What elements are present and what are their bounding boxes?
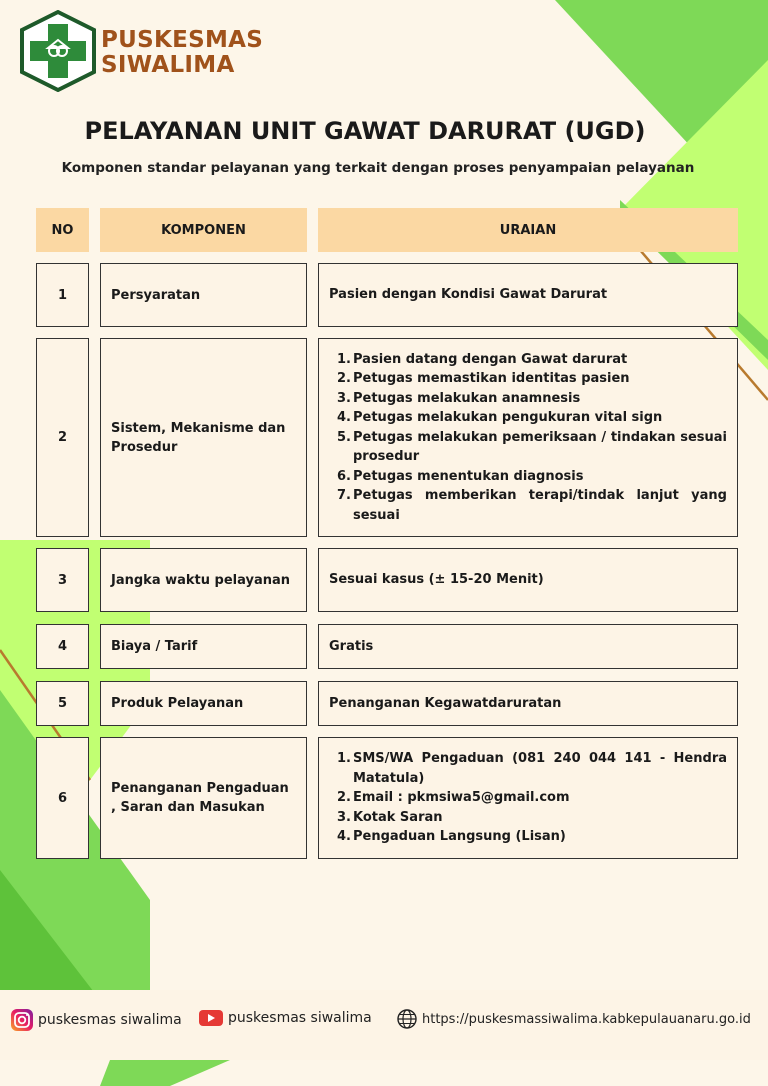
brand-name — [101, 28, 263, 78]
row-4-uraian: Gratis — [318, 624, 738, 669]
header-no: NO — [36, 208, 89, 252]
globe-icon — [396, 1008, 418, 1030]
list-item: Petugas melakukan pemeriksaan / tindakan sesuai prosedur — [353, 429, 727, 465]
row-2-komponen: Sistem, Mekanisme dan Prosedur — [100, 338, 307, 537]
brand-line-1: PUSKESMAS — [101, 27, 264, 53]
instagram-icon — [10, 1008, 34, 1032]
youtube-channel: puskesmas siwalima — [228, 1010, 372, 1026]
page-title: PELAYANAN UNIT GAWAT DARURAT (UGD) — [84, 117, 646, 145]
puskesmas-logo-icon — [20, 10, 96, 92]
row-1-no: 1 — [36, 263, 89, 327]
list-item: SMS/WA Pengaduan (081 240 044 141 - Hendra Matatula) — [353, 751, 727, 786]
website-link[interactable] — [396, 1008, 751, 1030]
list-item: Petugas menentukan diagnosis — [353, 468, 584, 484]
prosedur-list — [329, 350, 727, 526]
row-1-komponen: Persyaratan — [100, 263, 307, 327]
page-subtitle: Komponen standar pelayanan yang terkait dengan proses penyampaian pelayanan — [61, 160, 695, 176]
brand-line-2: SIWALIMA — [101, 52, 235, 78]
row-2-no: 2 — [36, 338, 89, 537]
list-item: Pasien datang dengan Gawat darurat — [353, 351, 628, 367]
list-item: Petugas memberikan terapi/tindak lanjut yang sesuai — [353, 488, 727, 523]
list-item: Petugas memastikan identitas pasien — [353, 371, 630, 387]
row-5-no: 5 — [36, 681, 89, 726]
youtube-icon — [198, 1008, 224, 1028]
row-6-no: 6 — [36, 737, 89, 859]
list-item: Petugas melakukan pengukuran vital sign — [353, 410, 663, 426]
pengaduan-list — [329, 749, 727, 847]
row-6-uraian — [318, 737, 738, 859]
list-item: Petugas melakukan anamnesis — [353, 390, 581, 406]
row-3-komponen: Jangka waktu pelayanan — [100, 548, 307, 612]
row-4-komponen: Biaya / Tarif — [100, 624, 307, 669]
list-item: Pengaduan Langsung (Lisan) — [353, 829, 566, 845]
header-uraian: URAIAN — [318, 208, 738, 252]
youtube-link[interactable] — [198, 1008, 372, 1028]
list-item: Kotak Saran — [353, 809, 443, 825]
row-5-komponen: Produk Pelayanan — [100, 681, 307, 726]
row-5-uraian: Penanganan Kegawatdaruratan — [318, 681, 738, 726]
instagram-link[interactable] — [10, 1008, 182, 1032]
row-1-uraian: Pasien dengan Kondisi Gawat Darurat — [318, 263, 738, 327]
row-6-komponen: Penanganan Pengaduan , Saran dan Masukan — [100, 737, 307, 859]
instagram-handle: puskesmas siwalima — [38, 1012, 182, 1028]
header-komponen: KOMPONEN — [100, 208, 307, 252]
row-3-no: 3 — [36, 548, 89, 612]
row-4-no: 4 — [36, 624, 89, 669]
list-item: Email : pkmsiwa5@gmail.com — [353, 790, 570, 806]
row-3-uraian: Sesuai kasus (± 15-20 Menit) — [318, 548, 738, 612]
row-2-uraian — [318, 338, 738, 537]
website-url: https://puskesmassiwalima.kabkepulauanaru.go.id — [422, 1011, 751, 1027]
